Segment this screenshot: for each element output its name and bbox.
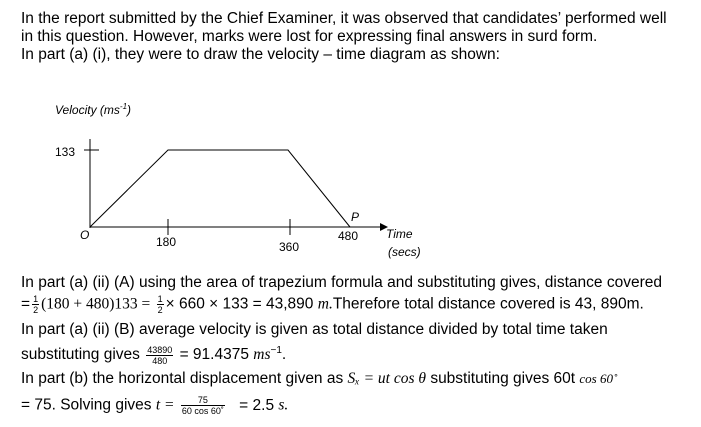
y-tick-133: 133 bbox=[55, 145, 76, 159]
b-line-2: = 75. Solving gives t = $\frac{75}{60 \cos 60˚}$ = 2.5 s. bbox=[21, 395, 289, 416]
b-line-1: In part (b) the horizontal displacement given as Sₓ = ut cos θ substituting gives 60t cos 60˚ bbox=[21, 370, 618, 387]
a2b-line-2: substituting gives $\frac{43890}{480}$ = 91.4375 $ms^{-1}$. bbox=[21, 344, 287, 366]
x-label-480: 480 bbox=[338, 229, 359, 243]
intro-line-1: In the report submitted by the Chief Examiner, it was observed that candidates’ performed well bbox=[21, 10, 667, 27]
x-axis-unit: (secs) bbox=[388, 245, 421, 259]
fraction-half-2: $\frac{1}{2}$ bbox=[157, 294, 163, 315]
fraction-distance-time: $\frac{43890}{480}$ bbox=[147, 344, 173, 366]
x-label-180: 180 bbox=[156, 235, 177, 249]
a2a-line-1: In part (a) (ii) (A) using the area of trapezium formula and substituting gives, distance covered bbox=[21, 274, 662, 291]
x-axis-label: Time bbox=[386, 227, 413, 241]
a2a-line-2: = $\frac{1}{2}$ (180 + 480)133 = $\frac{1}{2}$ × 660 × 133 = 43,890 m.Therefore total distance covered is 43, 890m. bbox=[21, 294, 644, 315]
fraction-half: $\frac{1}{2}$ bbox=[33, 294, 39, 315]
intro-line-3: In part (a) (i), they were to draw the velocity – time diagram as shown: bbox=[21, 46, 500, 63]
velocity-trapezium bbox=[90, 150, 350, 227]
y-axis-label: Velocity $(ms^{-1})$ bbox=[55, 102, 132, 117]
fraction-time: $\frac{75}{60 \cos 60˚}$ bbox=[181, 395, 224, 416]
origin-label: O bbox=[80, 228, 90, 242]
x-label-360: 360 bbox=[279, 240, 300, 254]
a2b-line-1: In part (a) (ii) (B) average velocity is given as total distance divided by total time taken bbox=[21, 321, 608, 338]
point-p-label: P bbox=[351, 210, 360, 224]
intro-line-2: in this question. However, marks were lost for expressing final answers in surd form. bbox=[21, 28, 598, 45]
